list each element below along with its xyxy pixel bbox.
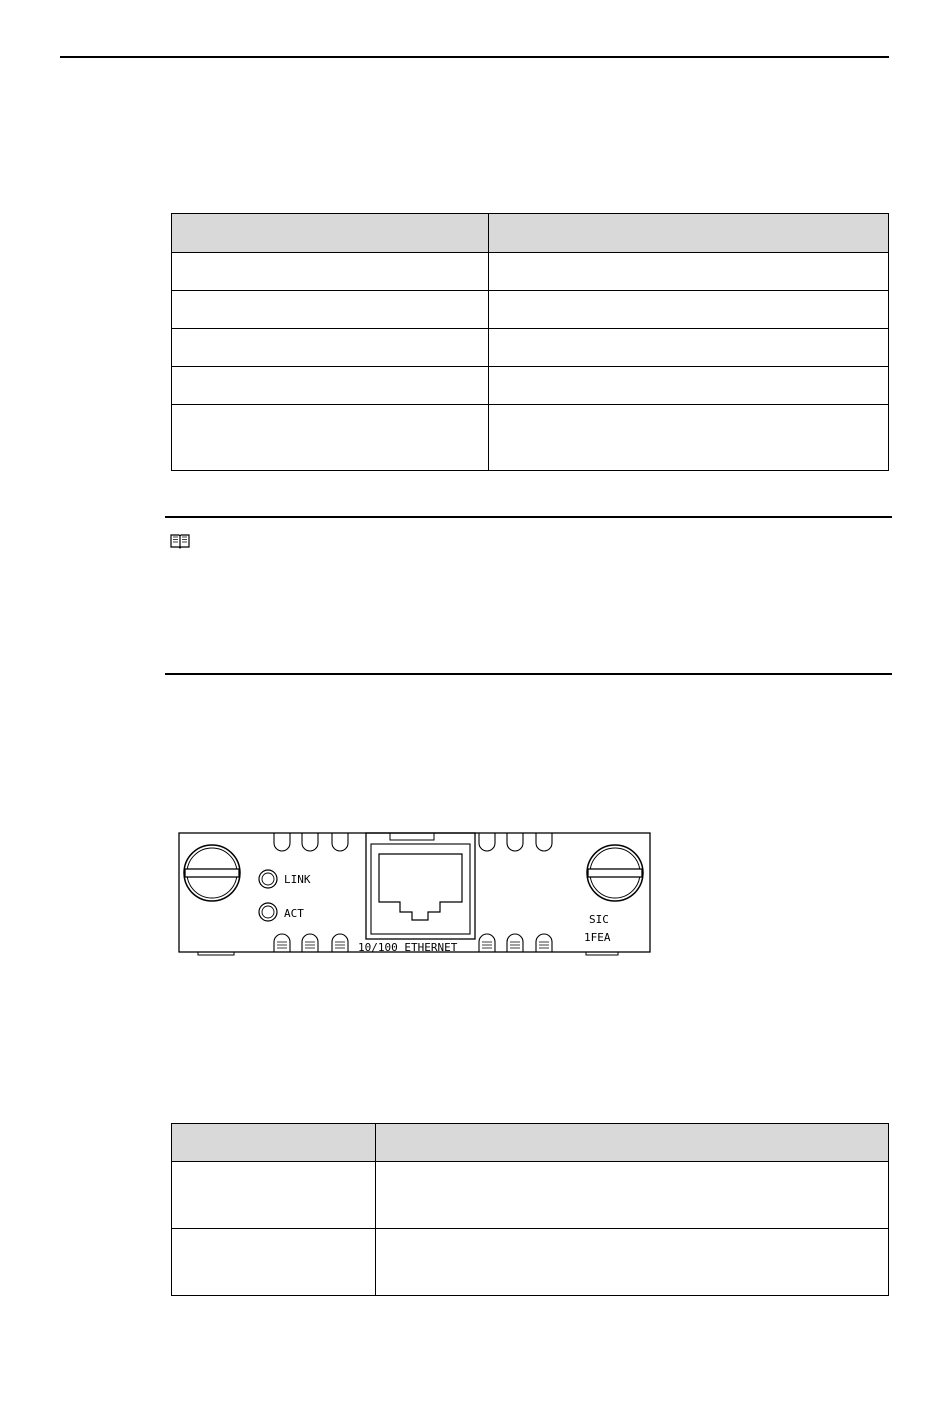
table-cell xyxy=(488,291,888,329)
interface-card-front-panel xyxy=(178,830,651,956)
table-header-cell xyxy=(172,214,489,253)
table-row xyxy=(172,405,889,471)
table-row xyxy=(172,367,889,405)
table-cell xyxy=(172,291,489,329)
table-header-cell xyxy=(488,214,888,253)
table-cell xyxy=(172,1162,376,1229)
rj45-port-icon xyxy=(366,833,475,939)
table-header-row xyxy=(172,214,889,253)
book-icon xyxy=(170,533,190,549)
card-name-line1: SIC xyxy=(589,913,609,926)
table-header-cell xyxy=(172,1124,376,1162)
table-row xyxy=(172,291,889,329)
table-cell xyxy=(375,1229,888,1296)
led-act-label: ACT xyxy=(284,907,304,920)
table-row xyxy=(172,329,889,367)
table-cell xyxy=(172,367,489,405)
card-name-line2: 1FEA xyxy=(584,931,611,944)
note-rule-top xyxy=(165,516,892,518)
table-cell xyxy=(488,329,888,367)
table-row xyxy=(172,1162,889,1229)
table-row xyxy=(172,253,889,291)
table-cell xyxy=(488,367,888,405)
table-cell xyxy=(172,1229,376,1296)
top-rule xyxy=(60,56,889,58)
table-header-row xyxy=(172,1124,889,1162)
led-indicator-icon xyxy=(259,903,277,921)
spec-table xyxy=(171,1123,889,1296)
note-rule-bottom xyxy=(165,673,892,675)
table-cell xyxy=(172,329,489,367)
screw-icon xyxy=(587,845,643,901)
table-row xyxy=(172,1229,889,1296)
screw-icon xyxy=(184,845,240,901)
table-cell xyxy=(172,253,489,291)
spec-table xyxy=(171,213,889,471)
led-link-label: LINK xyxy=(284,873,311,886)
table-cell xyxy=(375,1162,888,1229)
table-header-cell xyxy=(375,1124,888,1162)
table-cell xyxy=(488,405,888,471)
table-cell xyxy=(172,405,489,471)
port-label: 10/100 ETHERNET xyxy=(358,941,458,954)
led-indicator-icon xyxy=(259,870,277,888)
table-cell xyxy=(488,253,888,291)
